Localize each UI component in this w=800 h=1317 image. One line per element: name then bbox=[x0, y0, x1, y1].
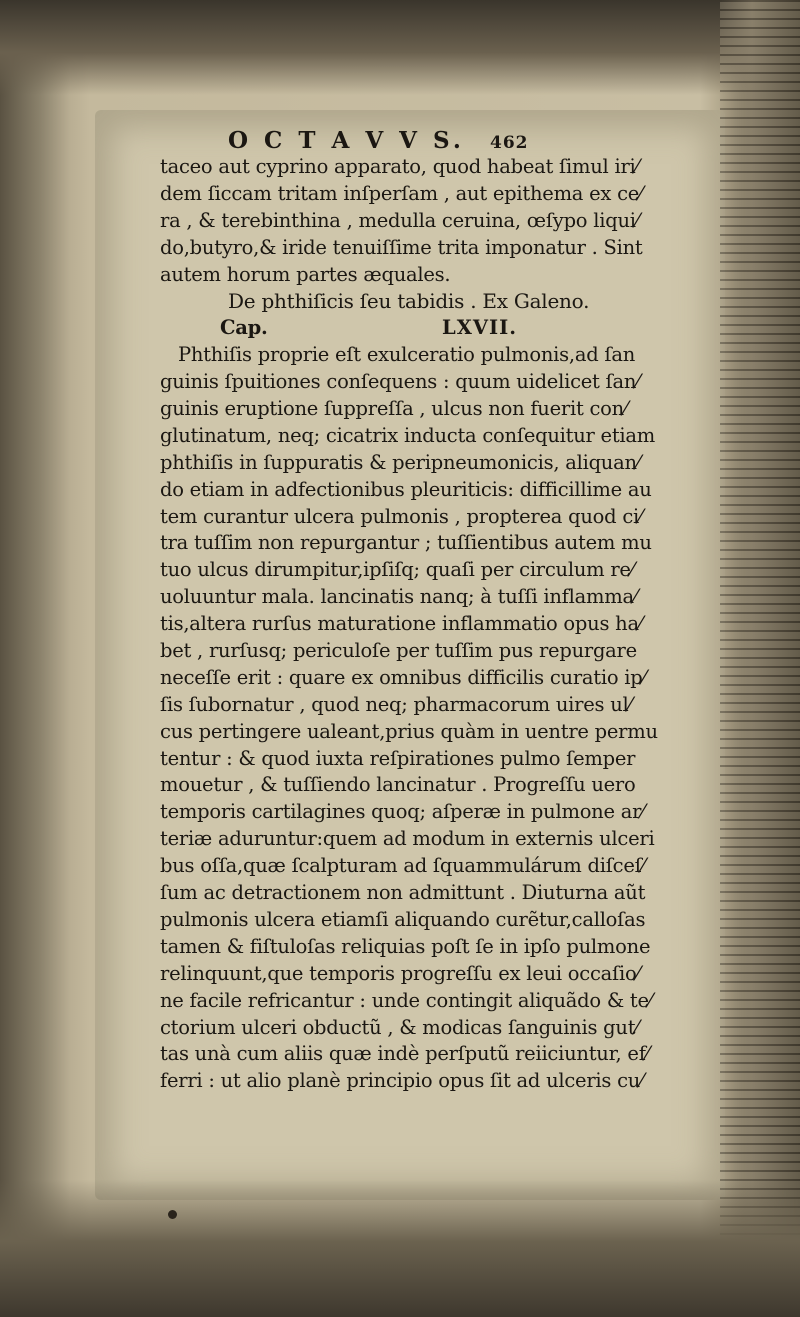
page-stack-edge bbox=[720, 0, 800, 1317]
body-line: tas unà cum aliis quæ indè perſputũ reiiciuntur, ef⁄ bbox=[160, 1042, 649, 1066]
body-line: phthiſis in ſuppuratis & peripneumonicis, aliquan⁄ bbox=[160, 450, 640, 474]
body-line: neceſſe erit : quare ex omnibus difficilis curatio ip⁄ bbox=[160, 665, 646, 689]
body-line: ſum ac detractionem non admittunt . Diuturna aũt bbox=[160, 881, 646, 905]
chapter-line bbox=[160, 315, 700, 342]
body-line: ſis ſubornatur , quod neq; pharmacorum uires ul⁄ bbox=[160, 692, 632, 716]
body-line: bet , rurſusq; periculoſe per tuſſim pus repurgare bbox=[160, 639, 637, 663]
text-line: do,butyro,& iride tenuiſſime trita imponatur . Sint bbox=[160, 235, 643, 259]
body-line: tamen & fiſtuloſas reliquias poſt ſe in ipſo pulmone bbox=[160, 934, 651, 958]
body-line: tentur : & quod iuxta reſpirationes pulmo ſemper bbox=[160, 746, 636, 770]
body-line: guinis eruptione ſuppreſſa , ulcus non fuerit con⁄ bbox=[160, 397, 627, 421]
body-line: ferri : ut alio planè principio opus ſit ad ulceris cu⁄ bbox=[160, 1069, 644, 1093]
page-text-block bbox=[160, 128, 700, 1095]
chapter-number: LXVII. bbox=[442, 316, 518, 340]
folio-number: 462 bbox=[490, 133, 529, 153]
running-title: O C T A V V S. bbox=[228, 127, 465, 154]
body-line: guinis ſpuitiones conſequens : quum uidelicet ſan⁄ bbox=[160, 370, 640, 394]
text-line: ra , & terebinthina , medulla ceruina, œſypo liqui⁄ bbox=[160, 208, 639, 232]
body-line: uoluuntur mala. lancinatis nanq; à tuſſi inflamma⁄ bbox=[160, 585, 637, 609]
text-line: dem ſiccam tritam inſperſam , aut epithema ex ce⁄ bbox=[160, 181, 643, 205]
body-line: pulmonis ulcera etiamſi aliquando curẽtur,calloſas bbox=[160, 907, 646, 931]
section-heading: De phthiſicis ſeu tabidis . Ex Galeno. bbox=[228, 289, 590, 314]
top-shadow bbox=[0, 0, 800, 95]
body-line: tuo ulcus dirumpitur,ipſiſq; quaſi per circulum re⁄ bbox=[160, 558, 634, 582]
body-line: mouetur , & tuſſiendo lancinatur . Progreſſu uero bbox=[160, 773, 636, 797]
body-line: do etiam in adfectionibus pleuriticis: difficillime au bbox=[160, 477, 652, 501]
body-line: cus pertingere ualeant,prius quàm in uentre permu bbox=[160, 719, 658, 743]
text-line: taceo aut cyprino apparato, quod habeat ſimul iri⁄ bbox=[160, 155, 639, 178]
bottom-shadow bbox=[0, 1180, 800, 1317]
body-line: glutinatum, neq; cicatrix inducta conſequitur etiam bbox=[160, 423, 656, 447]
running-head bbox=[160, 128, 700, 154]
body-line: Phthiſis proprie eſt exulceratio pulmonis,ad ſan bbox=[178, 343, 636, 367]
body-line: ctorium ulceri obductũ , & modicas ſanguinis gut⁄ bbox=[160, 1015, 639, 1039]
body-line: tra tuſſim non repurgantur ; tuſſientibus autem mu bbox=[160, 531, 652, 555]
body-line: temporis cartilagines quoq; aſperæ in pulmone ar⁄ bbox=[160, 800, 645, 824]
chapter-label: Cap. bbox=[220, 316, 268, 340]
body-line: teriæ aduruntur:quem ad modum in externis ulceri bbox=[160, 827, 655, 851]
body-line: tem curantur ulcera pulmonis , propterea quod ci⁄ bbox=[160, 504, 642, 528]
text-line: autem horum partes æquales. bbox=[160, 262, 451, 286]
body-line: relinquunt,que temporis progreſſu ex leui occaſio⁄ bbox=[160, 961, 640, 985]
body-line: tis,altera rurſus maturatione inflammatio opus ha⁄ bbox=[160, 612, 642, 636]
ink-spot bbox=[168, 1210, 177, 1219]
body-line: ne facile refricantur : unde contingit aliquãdo & te⁄ bbox=[160, 988, 652, 1012]
body-line: bus oſſa,quæ ſcalpturam ad ſquammulárum diſceſ⁄ bbox=[160, 854, 645, 878]
